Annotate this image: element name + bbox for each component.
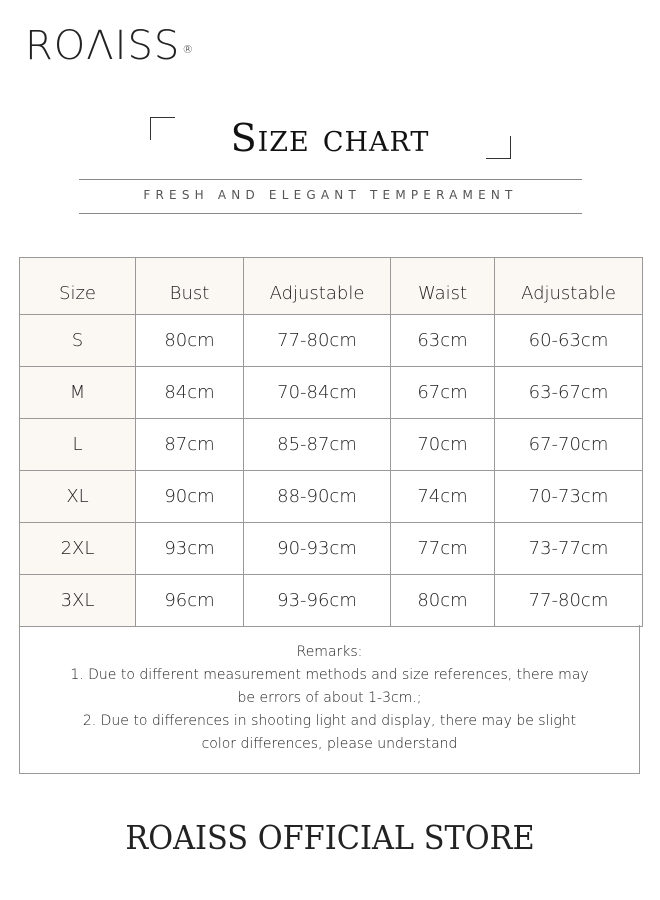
cell-size: XL — [20, 471, 136, 523]
cell-bust: 84cm — [136, 367, 244, 419]
table-row — [20, 471, 643, 523]
registered-mark: ® — [182, 43, 195, 56]
cell-waist: 74cm — [391, 471, 495, 523]
cell-waist-adjustable: 70-73cm — [495, 471, 643, 523]
divider-top — [79, 179, 582, 180]
header-bust-adjustable: Adjustable — [244, 258, 391, 315]
remarks-box — [19, 625, 640, 774]
cell-bust: 87cm — [136, 419, 244, 471]
cell-bust-adjustable: 70-84cm — [244, 367, 391, 419]
cell-waist: 67cm — [391, 367, 495, 419]
remarks-line: 2. Due to differences in shooting light and display, there may be slight — [82, 713, 577, 729]
table-row — [20, 523, 643, 575]
table-row — [20, 419, 643, 471]
tagline: FRESH AND ELEGANT TEMPERAMENT — [143, 188, 518, 202]
cell-bust: 96cm — [136, 575, 244, 627]
table-header-row — [20, 258, 643, 315]
store-name: ROAISS OFFICIAL STORE — [125, 818, 535, 857]
cell-size: 2XL — [20, 523, 136, 575]
table-row — [20, 315, 643, 367]
brand-logo — [25, 22, 194, 70]
cell-waist-adjustable: 67-70cm — [495, 419, 643, 471]
cell-bust-adjustable: 88-90cm — [244, 471, 391, 523]
cell-waist: 80cm — [391, 575, 495, 627]
title-block — [0, 110, 660, 170]
remarks-heading: Remarks: — [296, 644, 363, 660]
remarks-line: color differences, please understand — [201, 736, 458, 752]
remarks-line: be errors of about 1-3cm.; — [237, 690, 422, 706]
header-waist: Waist — [391, 258, 495, 315]
cell-bust-adjustable: 93-96cm — [244, 575, 391, 627]
cell-waist-adjustable: 60-63cm — [495, 315, 643, 367]
divider-bottom — [79, 213, 582, 214]
cell-size: 3XL — [20, 575, 136, 627]
corner-bracket-bottom-right — [486, 136, 511, 159]
brand-logo-text: ROΛISS — [25, 23, 181, 69]
cell-bust-adjustable: 77-80cm — [244, 315, 391, 367]
cell-waist: 70cm — [391, 419, 495, 471]
cell-size: S — [20, 315, 136, 367]
cell-bust-adjustable: 90-93cm — [244, 523, 391, 575]
cell-bust: 90cm — [136, 471, 244, 523]
table-row — [20, 367, 643, 419]
table-row — [20, 575, 643, 627]
cell-waist-adjustable: 73-77cm — [495, 523, 643, 575]
cell-bust-adjustable: 85-87cm — [244, 419, 391, 471]
header-waist-adjustable: Adjustable — [495, 258, 643, 315]
cell-waist: 63cm — [391, 315, 495, 367]
cell-waist-adjustable: 63-67cm — [495, 367, 643, 419]
cell-waist: 77cm — [391, 523, 495, 575]
header-bust: Bust — [136, 258, 244, 315]
cell-bust: 93cm — [136, 523, 244, 575]
size-table — [19, 257, 643, 627]
remarks-line: 1. Due to different measurement methods and size references, there may — [70, 667, 589, 683]
cell-size: M — [20, 367, 136, 419]
cell-size: L — [20, 419, 136, 471]
cell-waist-adjustable: 77-80cm — [495, 575, 643, 627]
cell-bust: 80cm — [136, 315, 244, 367]
header-size: Size — [20, 258, 136, 315]
page-title: Size chart — [230, 116, 430, 160]
